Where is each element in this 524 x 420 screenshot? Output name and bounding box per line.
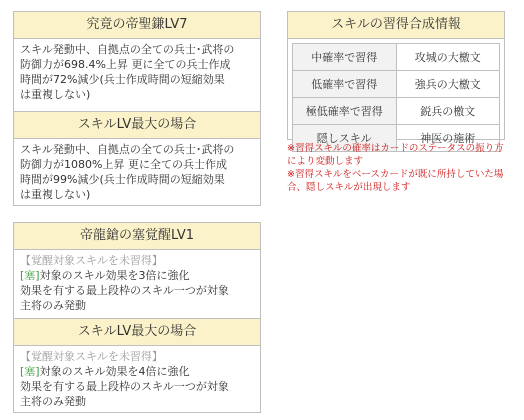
- awakening-title: 帝龍鎗の塞覚醒LV1: [14, 223, 260, 250]
- awakening-line: 主将のみ発動: [20, 299, 86, 312]
- awakening-max-description: [14, 346, 260, 412]
- awakening-max-line-text: 対象のスキル効果を4倍に強化: [39, 365, 190, 378]
- table-row: [293, 98, 500, 125]
- awakening-max-tag: 【覚醒対象スキルを未習得】: [20, 350, 163, 363]
- note-line: 合、隠しスキルが出現します: [287, 182, 411, 193]
- note-line: により変動します: [287, 156, 364, 167]
- skill-panel-primary: [13, 11, 261, 206]
- table-row: [293, 71, 500, 98]
- max-desc-line: 時間が99%減少(兵士作成時間の短縮効果: [20, 173, 225, 186]
- max-desc-line: 防御力が1080%上昇 更に全ての兵士作成: [20, 158, 227, 171]
- awakening-line: 効果を有する最上段枠のスキル一つが対象: [20, 284, 229, 297]
- acquire-title: スキルの習得合成情報: [288, 12, 504, 39]
- max-desc-line: スキル発動中、自拠点の全ての兵士･武将の: [20, 143, 235, 156]
- desc-line: 防御力が698.4%上昇 更に全ての兵士作成: [20, 58, 231, 71]
- row-label: 極低確率で習得: [293, 98, 397, 125]
- desc-line: は重複しない): [20, 88, 91, 101]
- row-value: 鋭兵の檄文: [396, 98, 500, 125]
- awakening-description: [14, 250, 260, 318]
- table-row: [293, 44, 500, 71]
- row-label: 低確率で習得: [293, 71, 397, 98]
- skill-title: 究竟の帝聖鎌LV7: [14, 12, 260, 39]
- note-line: ※習得スキルの確率はカードのステータスの振り方: [287, 143, 504, 154]
- awakening-bracket: [塞]: [20, 269, 40, 282]
- skill-description: [14, 39, 260, 111]
- skill-max-description: [14, 139, 260, 205]
- max-desc-line: は重複しない): [20, 188, 91, 201]
- row-label: 中確率で習得: [293, 44, 397, 71]
- row-value: 攻城の大檄文: [396, 44, 500, 71]
- skill-panel-awakening: [13, 222, 261, 413]
- awakening-tag: 【覚醒対象スキルを未習得】: [20, 254, 163, 267]
- row-value: 神医の施術: [396, 125, 500, 152]
- row-label: 隠しスキル: [293, 125, 397, 152]
- acquire-table: [292, 43, 500, 152]
- awakening-line: [20, 268, 254, 283]
- note-line: ※習得スキルをベースカードが既に所持していた場: [287, 169, 504, 180]
- awakening-max-line: 主将のみ発動: [20, 395, 86, 408]
- desc-line: 時間が72%減少(兵士作成時間の短縮効果: [20, 73, 225, 86]
- awakening-max-line: 効果を有する最上段枠のスキル一つが対象: [20, 380, 229, 393]
- desc-line: スキル発動中、自拠点の全ての兵士･武将の: [20, 43, 235, 56]
- awakening-line-text: 対象のスキル効果を3倍に強化: [39, 269, 190, 282]
- skill-acquire-panel: [287, 11, 505, 145]
- row-value: 強兵の大檄文: [396, 71, 500, 98]
- acquire-notes: [287, 142, 517, 194]
- awakening-max-level-header: スキルLV最大の場合: [14, 318, 260, 346]
- awakening-max-bracket: [塞]: [20, 365, 40, 378]
- awakening-max-line: [20, 364, 254, 379]
- skill-max-level-header: スキルLV最大の場合: [14, 111, 260, 139]
